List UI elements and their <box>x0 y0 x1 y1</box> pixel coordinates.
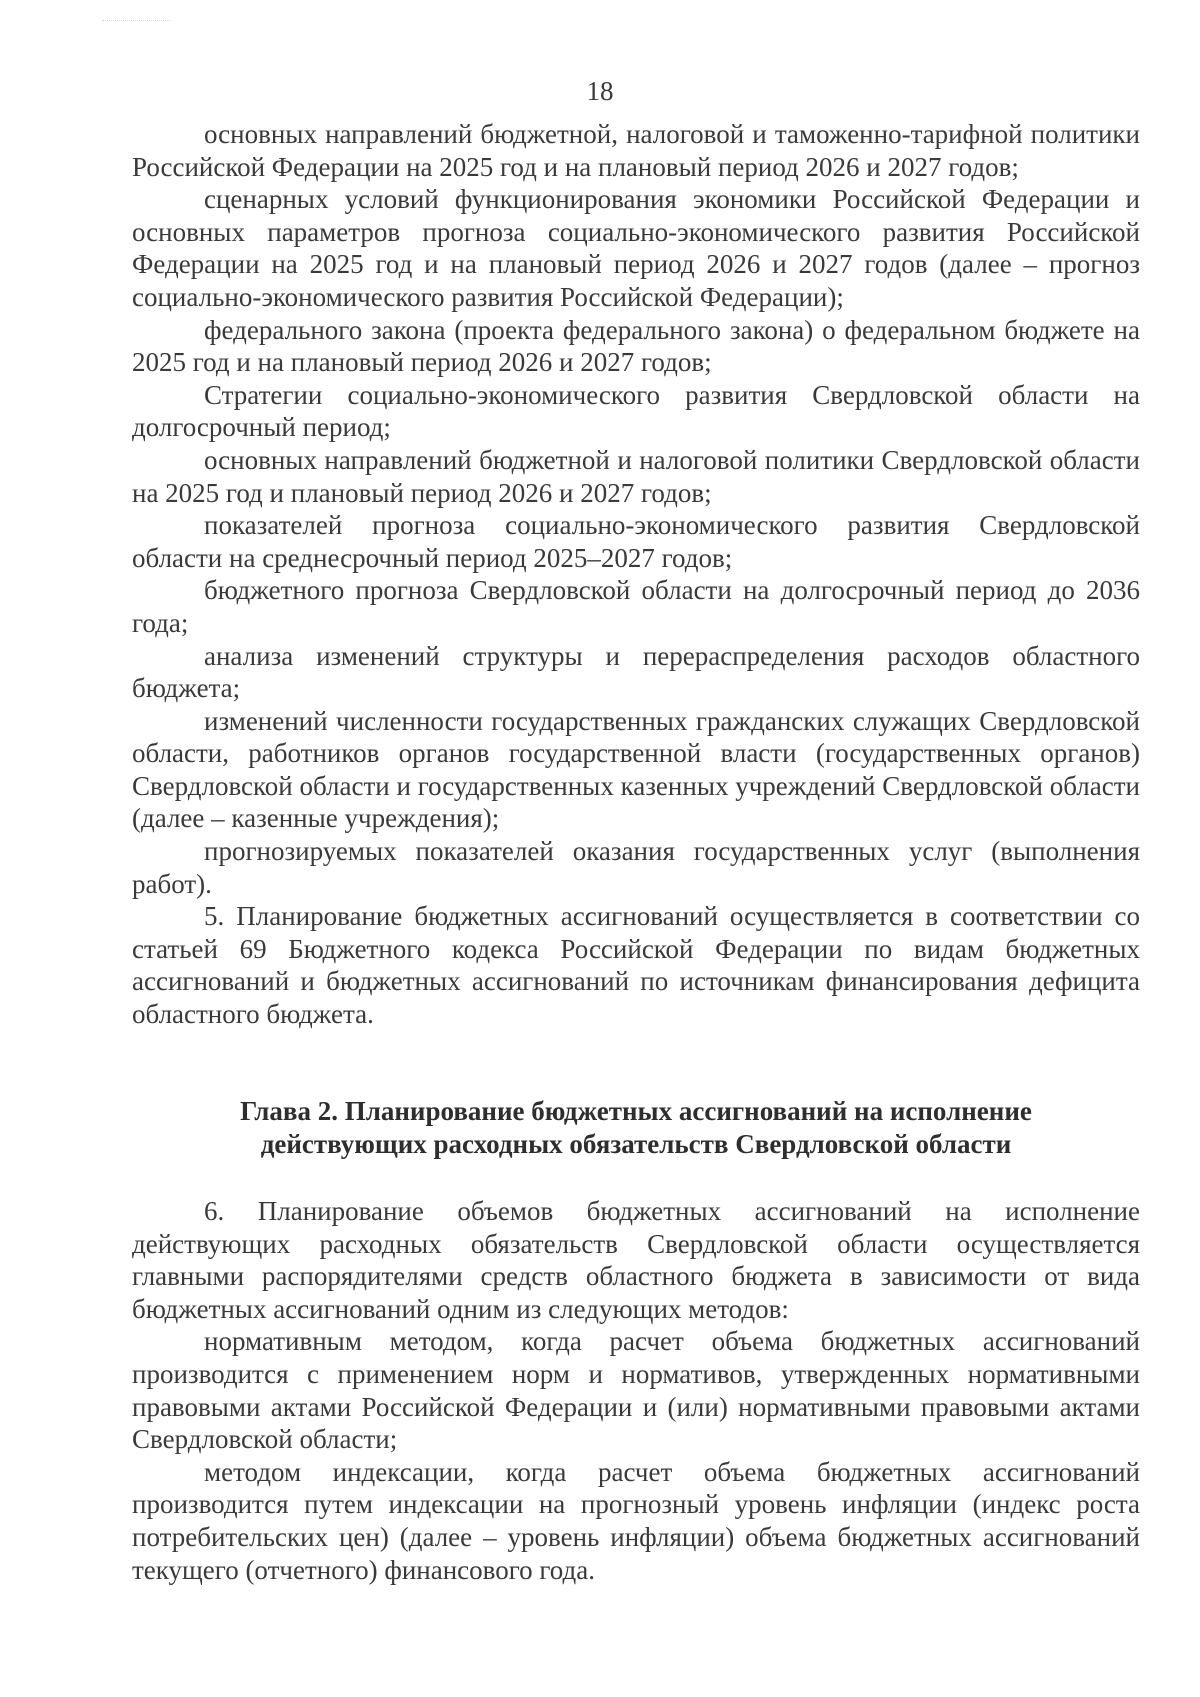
paragraph-item-5: 5. Планирование бюджетных ассигнований осуществляется в соответствии со статьей 69 Бюджетного кодекса Российской Федерации по видам бюджетных ассигнований и бюджетных ассигнований по источникам финансирования дефицита областного бюджета. <box>132 901 1140 1030</box>
paragraph: методом индексации, когда расчет объема бюджетных ассигнований производится путем индексации на прогнозный уровень инфляции (индекс роста потребительских цен) (далее – уровень инфляции) объема бюджетных ассигнований текущего (отчетного) финансового года. <box>132 1456 1140 1585</box>
chapter-heading-line-1: Глава 2. Планирование бюджетных ассигнований на исполнение <box>240 1096 1032 1126</box>
paragraph: Стратегии социально-экономического развития Свердловской области на долгосрочный период; <box>132 379 1140 443</box>
paragraph: анализа изменений структуры и перераспределения расходов областного бюджета; <box>132 640 1140 704</box>
paragraph: основных направлений бюджетной и налоговой политики Свердловской области на 2025 год и плановый период 2026 и 2027 годов; <box>132 444 1140 508</box>
page-number: 18 <box>586 76 614 106</box>
bottom-text-block <box>132 1195 1140 1586</box>
paragraph: нормативным методом, когда расчет объема бюджетных ассигнований производится с применением норм и нормативов, утвержденных нормативными правовыми актами Российской Федерации и (или) нормативными правовыми актами Свердловской области; <box>132 1326 1140 1455</box>
paragraph: показателей прогноза социально-экономического развития Свердловской области на среднесрочный период 2025–2027 годов; <box>132 510 1140 573</box>
paragraph: изменений численности государственных гражданских служащих Свердловской области, работников органов государственной власти (государственных органов) Свердловской области и государственных казенных учреждений Свердловской области (далее – казенные учреждения); <box>132 705 1140 834</box>
chapter-heading-line-2: действующих расходных обязательств Свердловской области <box>260 1129 1012 1159</box>
paragraph: федерального закона (проекта федерального закона) о федеральном бюджете на 2025 год и на плановый период 2026 и 2027 годов; <box>132 314 1140 378</box>
paragraph: основных направлений бюджетной, налоговой и таможенно-тарифной политики Российской Федерации на 2025 год и на плановый период 2026 и 2027 годов; <box>132 119 1140 182</box>
paragraph: бюджетного прогноза Свердловской области на долгосрочный период до 2036 года; <box>132 575 1140 638</box>
paragraph-item-6: 6. Планирование объемов бюджетных ассигнований на исполнение действующих расходных обязательств Свердловской области осуществляется главными распорядителями средств областного бюджета в зависимости от вида бюджетных ассигнований одним из следующих методов: <box>132 1196 1140 1324</box>
top-text-block <box>132 118 1140 1031</box>
paragraph: сценарных условий функционирования экономики Российской Федерации и основных параметров прогноза социально-экономического развития Российской Федерации на 2025 год и на плановый период 2026 и 2027 годов (далее – прогноз социально-экономического развития Российской Федерации); <box>132 184 1140 312</box>
paragraph: прогнозируемых показателей оказания государственных услуг (выполнения работ). <box>132 836 1140 899</box>
chapter-heading <box>132 1095 1140 1161</box>
scan-artifact <box>102 20 170 24</box>
